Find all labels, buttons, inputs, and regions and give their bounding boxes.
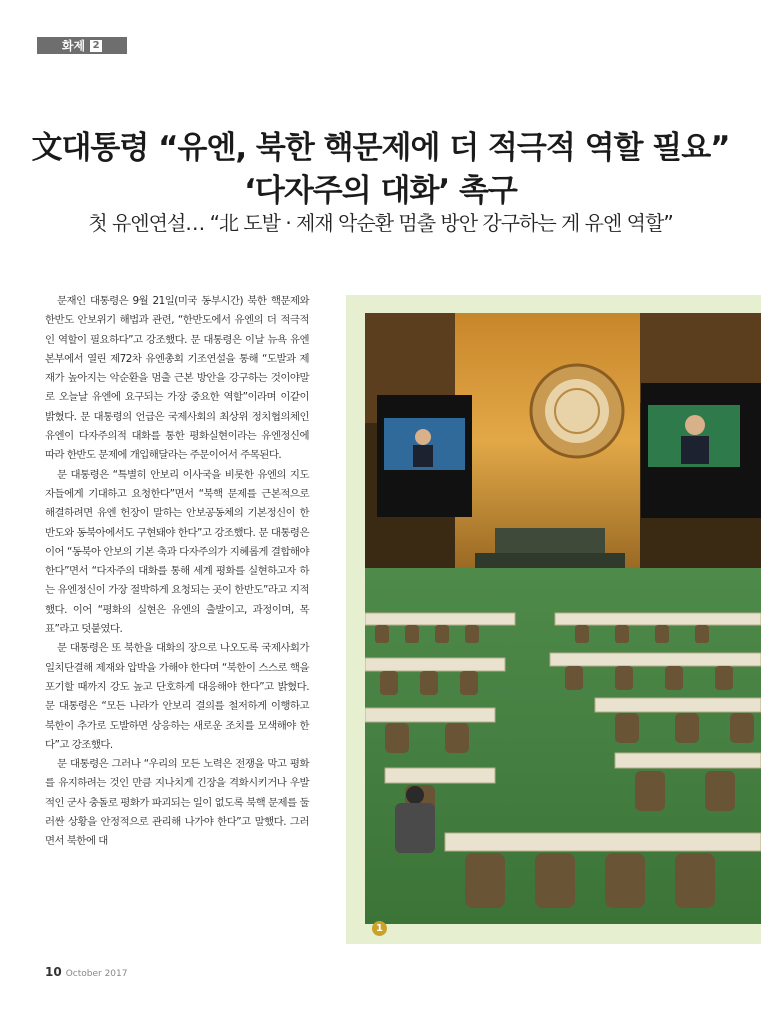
article-paragraph: 문 대통령은 “특별히 안보리 이사국을 비롯한 유엔의 지도자들에게 기대하고 요청한다”면서 “북핵 문제를 근본적으로 해결하려면 유엔 헌장이 말하는 안보공동체의 기본정신이 한반도와 동북아에서도 구현돼야 한다”고 강조했다. 문 대통령은 이어 “동북아 안보의 기본 축과 다자주의가 지혜롭게 결합해야 한다”면서 “다자주의 대화를 통해 세계 평화를 실현하고자 하는 유엔정신이 가장 절박하게 요청되는 곳이 한반도”라고 지적했다. 이어 “평화의 실현은 유엔의 출발이고, 과정이며, 목표”라고 덧붙였다.	[45, 468, 309, 636]
page-footer	[45, 965, 128, 979]
article-paragraph: 문재인 대통령은 9월 21일(미국 동부시간) 북한 핵문제와 한반도 안보위기 해법과 관련, “한반도에서 유엔의 더 적극적인 역할이 필요하다”고 강조했다. 문 대통령은 이날 뉴욕 유엔본부에서 열린 제72차 유엔총회 기조연설을 통해 “도발과 제재가 높아지는 악순환을 멈출 근본 방안을 강구하는 것이야말로 오늘날 유엔에 요구되는 가장 중요한 역할”이라며 이같이 밝혔다. 문 대통령의 언급은 국제사회의 최상위 정치협의체인 유엔이 다자주의적 대화를 통한 평화실현이라는 유엔정신에 따라 한반도 문제에 개입해달라는 주문이어서 주목된다.	[45, 295, 309, 462]
headline-line-1: 文대통령 “유엔, 북한 핵문제에 더 적극적 역할 필요”	[31, 130, 730, 166]
article-paragraph: 문 대통령은 또 북한을 대화의 장으로 나오도록 국제사회가 일치단결해 제재와 압박을 가해야 한다며 “북한이 스스로 핵을 포기할 때까지 강도 높고 단호하게 대응해야 한다”고 밝혔다. 문 대통령은 “모든 나라가 안보리 결의를 철저하게 이행하고 북한이 추가로 도발하면 상응하는 새로운 조치를 모색해야 한다”고 강조했다.	[45, 642, 309, 751]
page-number: 10	[45, 965, 62, 979]
un-emblem	[531, 365, 623, 457]
issue-date: October 2017	[65, 969, 128, 979]
article-paragraph: 문 대통령은 그러나 “우리의 모든 노력은 전쟁을 막고 평화를 유지하려는 것인 만큼 지나치게 긴장을 격화시키거나 우발적인 군사 충돌로 평화가 파괴되는 일이 없도록 북핵 문제를 둘러싼 상황을 안정적으로 관리해 나가야 한다”고 말했다. 그러면서 북한에 대	[45, 758, 309, 848]
subheadline: 첫 유엔연설… “北 도발 · 제재 악순환 멈출 방안 강구하는 게 유엔 역할”	[88, 211, 673, 235]
un-general-assembly-photo	[365, 313, 761, 924]
section-number: 2	[90, 40, 102, 52]
left-screen	[377, 395, 472, 517]
right-screen	[641, 383, 761, 518]
headline-line-2: ‘다자주의 대화’ 촉구	[244, 173, 517, 209]
photo-number-badge: 1	[372, 921, 387, 936]
section-tag	[37, 37, 127, 54]
section-label: 화제	[61, 39, 86, 53]
article-body	[45, 292, 309, 852]
